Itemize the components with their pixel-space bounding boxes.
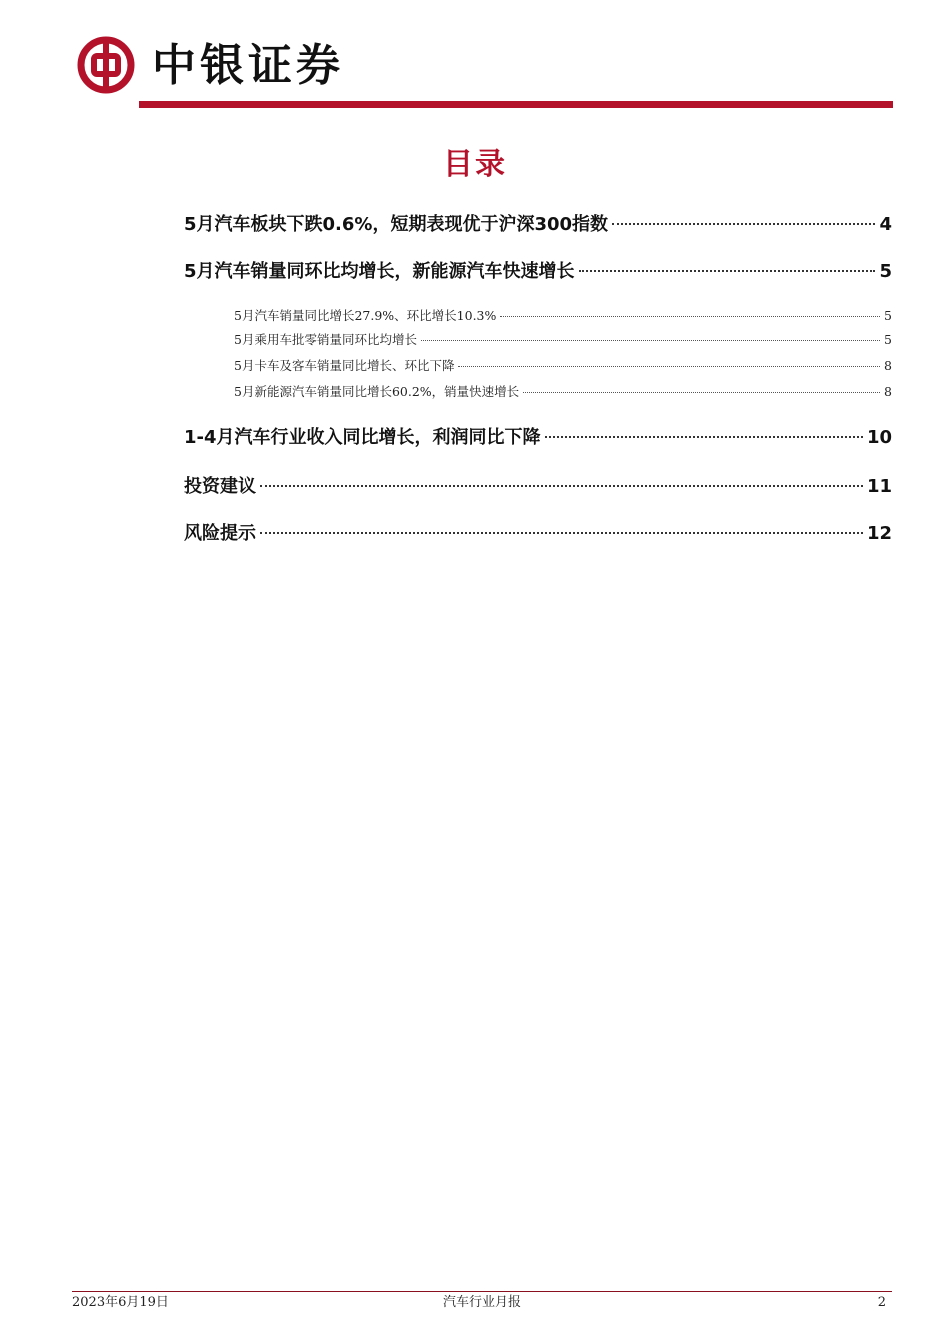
dot-leader: [523, 392, 880, 393]
toc-title: 目录: [443, 147, 507, 182]
toc-subentry[interactable]: [234, 306, 892, 326]
footer-divider: [72, 1291, 892, 1292]
header-divider: [139, 101, 893, 108]
dot-leader: [260, 532, 863, 534]
dot-leader: [545, 436, 863, 438]
dot-leader: [579, 270, 876, 272]
toc-entry-text: 5月汽车销量同比增长27.9%、环比增长10.3%: [234, 308, 497, 323]
footer-doc-title: 汽车行业月报: [442, 1295, 521, 1310]
toc-entry-text: 5月汽车板块下跌0.6%，短期表现优于沪深300指数: [184, 214, 609, 235]
toc-subentry[interactable]: [234, 356, 892, 376]
boc-logo-icon: [77, 36, 135, 94]
toc-entry[interactable]: [184, 520, 892, 548]
toc-subentry[interactable]: [234, 382, 892, 402]
dot-leader: [458, 366, 880, 367]
dot-leader: [421, 340, 880, 341]
dot-leader: [260, 485, 863, 487]
toc-entry-text: 1-4月汽车行业收入同比增长，利润同比下降: [184, 427, 541, 448]
toc-entry-page: 5: [884, 332, 892, 347]
toc-entry-text: 5月新能源汽车销量同比增长60.2%，销量快速增长: [234, 384, 520, 399]
toc-subentry[interactable]: [234, 330, 892, 350]
page-header: [72, 34, 892, 104]
toc-entry[interactable]: [184, 211, 892, 239]
page-footer: [72, 1293, 892, 1313]
footer-date: 2023年6月19日: [72, 1295, 169, 1310]
toc-entry-text: 5月乘用车批零销量同环比均增长: [234, 332, 417, 347]
toc-entry-text: 风险提示: [184, 523, 256, 544]
toc-entry[interactable]: [184, 258, 892, 286]
toc-entry-page: 8: [884, 358, 892, 373]
toc-entry-page: 5: [879, 261, 892, 282]
toc-entry-text: 投资建议: [184, 476, 256, 497]
toc-entry[interactable]: [184, 424, 892, 452]
dot-leader: [612, 223, 875, 225]
toc-entry-text: 5月汽车销量同环比均增长，新能源汽车快速增长: [184, 261, 575, 282]
footer-page-number: 2: [877, 1295, 886, 1310]
toc-entry-page: 4: [879, 214, 892, 235]
toc-entry-page: 12: [866, 523, 892, 544]
toc-entry-page: 8: [884, 384, 892, 399]
toc-entry-page: 11: [866, 476, 892, 497]
toc-entry-page: 10: [866, 427, 892, 448]
toc-entry-page: 5: [884, 308, 892, 323]
brand-name: 中银证券: [152, 40, 344, 91]
toc-entry-text: 5月卡车及客车销量同比增长、环比下降: [234, 358, 455, 373]
dot-leader: [500, 316, 880, 317]
toc-entry[interactable]: [184, 473, 892, 501]
